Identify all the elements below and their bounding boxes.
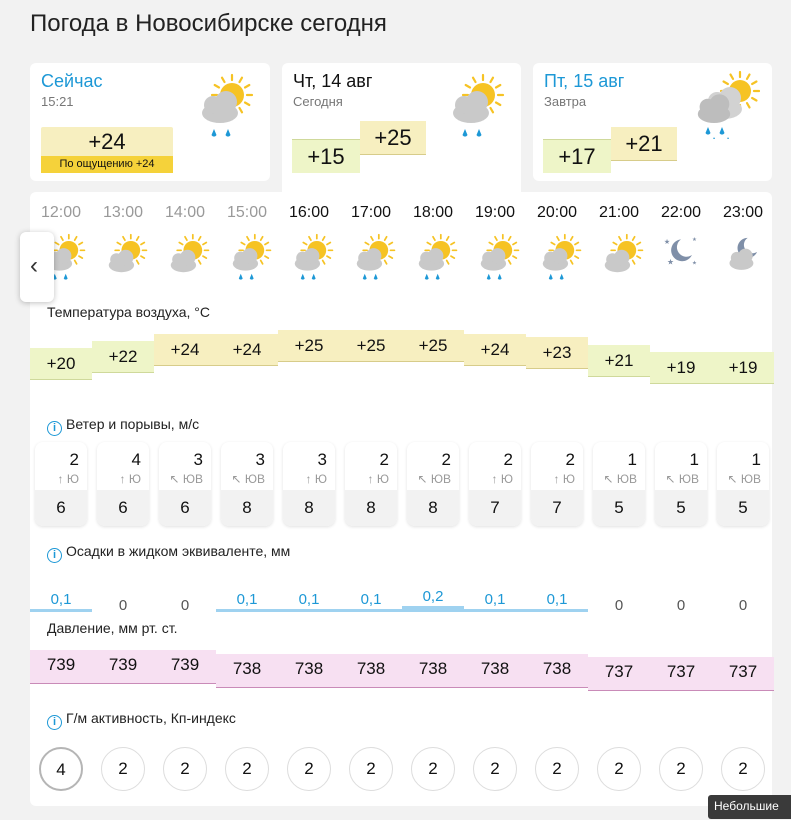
temp-value: +20 bbox=[30, 348, 92, 380]
now-feels-like: По ощущению +24 bbox=[41, 156, 173, 173]
today-card[interactable] bbox=[282, 63, 521, 193]
precip-label-text: Осадки в жидком эквиваленте, мм bbox=[66, 543, 291, 559]
cloudy-rain-icon bbox=[694, 69, 760, 139]
wind-label-text: Ветер и порывы, м/с bbox=[66, 416, 200, 432]
wind-section-label bbox=[47, 416, 199, 436]
pressure-value: 738 bbox=[464, 654, 526, 688]
wind-cell bbox=[469, 442, 521, 526]
wind-gust: 6 bbox=[35, 490, 87, 526]
partly-cloudy-rain-icon bbox=[192, 69, 258, 139]
wind-gust: 6 bbox=[159, 490, 211, 526]
pressure-value: 738 bbox=[216, 654, 278, 688]
hour-time: 19:00 bbox=[474, 204, 516, 221]
precip-value: 0,1 bbox=[464, 591, 526, 608]
kp-section-label bbox=[47, 710, 236, 730]
wind-speed: 3 bbox=[193, 450, 203, 469]
hour-time: 14:00 bbox=[164, 204, 206, 221]
pressure-value: 737 bbox=[588, 657, 650, 691]
precip-value: 0,1 bbox=[216, 591, 278, 608]
pressure-value: 737 bbox=[650, 657, 712, 691]
chevron-left-icon: ‹ bbox=[30, 252, 38, 279]
pressure-value: 738 bbox=[340, 654, 402, 688]
svg-text:★: ★ bbox=[691, 260, 697, 267]
svg-text:★: ★ bbox=[663, 239, 671, 247]
partly-cloudy-rain-icon bbox=[443, 69, 509, 139]
precip-section-label bbox=[47, 543, 290, 563]
today-high-temp: +25 bbox=[360, 121, 426, 155]
precip-value: 0,1 bbox=[278, 591, 340, 608]
partly-cloudy-rain-icon bbox=[532, 230, 582, 280]
wind-gust: 5 bbox=[717, 490, 769, 526]
info-icon[interactable]: i bbox=[47, 421, 62, 436]
svg-text:★: ★ bbox=[691, 236, 697, 243]
wind-cell bbox=[593, 442, 645, 526]
pressure-section-label: Давление, мм рт. ст. bbox=[47, 620, 178, 636]
wind-cell bbox=[345, 442, 397, 526]
today-sub: Сегодня bbox=[293, 94, 343, 109]
kp-value: 2 bbox=[721, 747, 765, 791]
hour-time: 12:00 bbox=[40, 204, 82, 221]
temp-value: +21 bbox=[588, 345, 650, 377]
wind-direction: ↖ ЮВ bbox=[603, 472, 637, 486]
wind-speed: 2 bbox=[379, 450, 389, 469]
wind-speed: 2 bbox=[69, 450, 79, 469]
svg-text:★: ★ bbox=[666, 257, 674, 267]
wind-arrow-icon: ↖ bbox=[417, 472, 428, 486]
wind-cell bbox=[35, 442, 87, 526]
wind-direction: ↖ ЮВ bbox=[231, 472, 265, 486]
wind-gust: 5 bbox=[593, 490, 645, 526]
wind-cell bbox=[407, 442, 459, 526]
tomorrow-title: Пт, 15 авг bbox=[544, 71, 625, 91]
today-low-temp: +15 bbox=[292, 139, 360, 173]
precip-bar bbox=[464, 609, 526, 612]
partly-cloudy-rain-icon bbox=[408, 230, 458, 280]
partly-cloudy-icon bbox=[594, 230, 644, 280]
precip-value: 0 bbox=[180, 597, 190, 614]
wind-arrow-icon: ↖ bbox=[231, 472, 242, 486]
wind-speed: 3 bbox=[317, 450, 327, 469]
partly-cloudy-rain-icon bbox=[470, 230, 520, 280]
wind-direction: ↖ ЮВ bbox=[727, 472, 761, 486]
pressure-value: 738 bbox=[402, 654, 464, 688]
kp-value: 2 bbox=[225, 747, 269, 791]
kp-value: 2 bbox=[535, 747, 579, 791]
wind-speed: 3 bbox=[255, 450, 265, 469]
wind-arrow-icon: ↑ bbox=[367, 472, 374, 486]
precip-value: 0 bbox=[118, 597, 128, 614]
now-temp: +24 bbox=[88, 129, 126, 154]
wind-cell bbox=[221, 442, 273, 526]
tomorrow-sub: Завтра bbox=[544, 94, 587, 109]
tomorrow-card[interactable] bbox=[533, 63, 772, 181]
hour-time: 22:00 bbox=[660, 204, 702, 221]
partly-cloudy-rain-icon bbox=[222, 230, 272, 280]
kp-value: 2 bbox=[101, 747, 145, 791]
kp-label-text: Г/м активность, Кп-индекс bbox=[66, 710, 236, 726]
precip-value: 0 bbox=[614, 597, 624, 614]
kp-value: 2 bbox=[163, 747, 207, 791]
wind-speed: 1 bbox=[751, 450, 761, 469]
hourly-panel bbox=[30, 192, 772, 806]
hour-time: 23:00 bbox=[722, 204, 764, 221]
temp-value: +25 bbox=[402, 330, 464, 362]
tooltip: Небольшие bbox=[708, 795, 791, 819]
hour-time: 18:00 bbox=[412, 204, 454, 221]
wind-arrow-icon: ↖ bbox=[665, 472, 676, 486]
precip-value: 0,2 bbox=[402, 588, 464, 605]
pressure-value: 738 bbox=[278, 654, 340, 688]
kp-value: 2 bbox=[473, 747, 517, 791]
partly-cloudy-icon bbox=[98, 230, 148, 280]
wind-cell bbox=[717, 442, 769, 526]
temp-value: +19 bbox=[650, 352, 712, 384]
wind-gust: 5 bbox=[655, 490, 707, 526]
precip-value: 0,1 bbox=[526, 591, 588, 608]
wind-speed: 2 bbox=[565, 450, 575, 469]
info-icon[interactable]: i bbox=[47, 548, 62, 563]
wind-gust: 8 bbox=[283, 490, 335, 526]
hour-times-row bbox=[30, 192, 772, 221]
scroll-prev-button[interactable] bbox=[20, 232, 54, 302]
wind-direction: ↖ ЮВ bbox=[417, 472, 451, 486]
temp-value: +24 bbox=[154, 334, 216, 366]
temp-value: +24 bbox=[464, 334, 526, 366]
pressure-value: 739 bbox=[92, 650, 154, 684]
wind-gust: 7 bbox=[531, 490, 583, 526]
hour-time: 13:00 bbox=[102, 204, 144, 221]
now-title: Сейчас bbox=[41, 71, 103, 91]
wind-direction: ↖ ЮВ bbox=[665, 472, 699, 486]
hour-time: 17:00 bbox=[350, 204, 392, 221]
tomorrow-low-temp: +17 bbox=[543, 139, 611, 173]
wind-speed: 1 bbox=[689, 450, 699, 469]
temp-value: +23 bbox=[526, 337, 588, 369]
kp-value: 4 bbox=[39, 747, 83, 791]
info-icon[interactable]: i bbox=[47, 715, 62, 730]
now-time: 15:21 bbox=[41, 94, 74, 109]
wind-direction: ↑ Ю bbox=[119, 472, 141, 486]
precip-bar bbox=[402, 606, 464, 612]
wind-direction: ↑ Ю bbox=[305, 472, 327, 486]
tomorrow-high-temp: +21 bbox=[611, 127, 677, 161]
wind-arrow-icon: ↑ bbox=[305, 472, 312, 486]
page-title: Погода в Новосибирске сегодня bbox=[30, 10, 387, 37]
precip-value: 0,1 bbox=[30, 591, 92, 608]
kp-value: 2 bbox=[287, 747, 331, 791]
wind-direction: ↑ Ю bbox=[57, 472, 79, 486]
precip-bar bbox=[526, 609, 588, 612]
hour-time: 20:00 bbox=[536, 204, 578, 221]
partly-cloudy-rain-icon bbox=[346, 230, 396, 280]
pressure-value: 738 bbox=[526, 654, 588, 688]
night-cloudy-icon bbox=[718, 230, 768, 280]
precip-bar bbox=[278, 609, 340, 612]
wind-direction: ↑ Ю bbox=[367, 472, 389, 486]
wind-arrow-icon: ↖ bbox=[727, 472, 738, 486]
temp-section-label: Температура воздуха, °C bbox=[47, 304, 210, 320]
precip-bar bbox=[340, 609, 402, 612]
wind-cell bbox=[97, 442, 149, 526]
wind-cell bbox=[283, 442, 335, 526]
wind-direction: ↖ ЮВ bbox=[169, 472, 203, 486]
kp-value: 2 bbox=[411, 747, 455, 791]
precip-bar bbox=[30, 609, 92, 612]
partly-cloudy-icon bbox=[160, 230, 210, 280]
precip-value: 0,1 bbox=[340, 591, 402, 608]
wind-gust: 6 bbox=[97, 490, 149, 526]
now-temp-box bbox=[41, 127, 173, 173]
wind-speed: 4 bbox=[131, 450, 141, 469]
now-card[interactable] bbox=[30, 63, 270, 181]
pressure-value: 739 bbox=[30, 650, 92, 684]
wind-arrow-icon: ↑ bbox=[491, 472, 498, 486]
temp-value: +22 bbox=[92, 341, 154, 373]
wind-direction: ↑ Ю bbox=[491, 472, 513, 486]
wind-speed: 2 bbox=[441, 450, 451, 469]
wind-arrow-icon: ↖ bbox=[169, 472, 180, 486]
temp-value: +25 bbox=[278, 330, 340, 362]
wind-arrow-icon: ↑ bbox=[553, 472, 560, 486]
hour-time: 15:00 bbox=[226, 204, 268, 221]
wind-gust: 8 bbox=[345, 490, 397, 526]
kp-value: 2 bbox=[597, 747, 641, 791]
wind-gust: 8 bbox=[221, 490, 273, 526]
precip-value: 0 bbox=[676, 597, 686, 614]
pressure-value: 737 bbox=[712, 657, 774, 691]
hour-time: 21:00 bbox=[598, 204, 640, 221]
wind-gust: 7 bbox=[469, 490, 521, 526]
wind-cell bbox=[531, 442, 583, 526]
kp-value: 2 bbox=[659, 747, 703, 791]
pressure-value: 739 bbox=[154, 650, 216, 684]
wind-arrow-icon: ↖ bbox=[603, 472, 614, 486]
wind-cell bbox=[655, 442, 707, 526]
temp-value: +24 bbox=[216, 334, 278, 366]
temp-value: +19 bbox=[712, 352, 774, 384]
wind-gust: 8 bbox=[407, 490, 459, 526]
hour-time: 16:00 bbox=[288, 204, 330, 221]
partly-cloudy-rain-icon bbox=[284, 230, 334, 280]
wind-speed: 2 bbox=[503, 450, 513, 469]
wind-arrow-icon: ↑ bbox=[57, 472, 64, 486]
night-clear-icon bbox=[656, 230, 706, 280]
wind-direction: ↑ Ю bbox=[553, 472, 575, 486]
wind-arrow-icon: ↑ bbox=[119, 472, 126, 486]
wind-speed: 1 bbox=[627, 450, 637, 469]
wind-cell bbox=[159, 442, 211, 526]
temp-value: +25 bbox=[340, 330, 402, 362]
kp-value: 2 bbox=[349, 747, 393, 791]
precip-bar bbox=[216, 609, 278, 612]
today-title: Чт, 14 авг bbox=[293, 71, 373, 91]
precip-value: 0 bbox=[738, 597, 748, 614]
